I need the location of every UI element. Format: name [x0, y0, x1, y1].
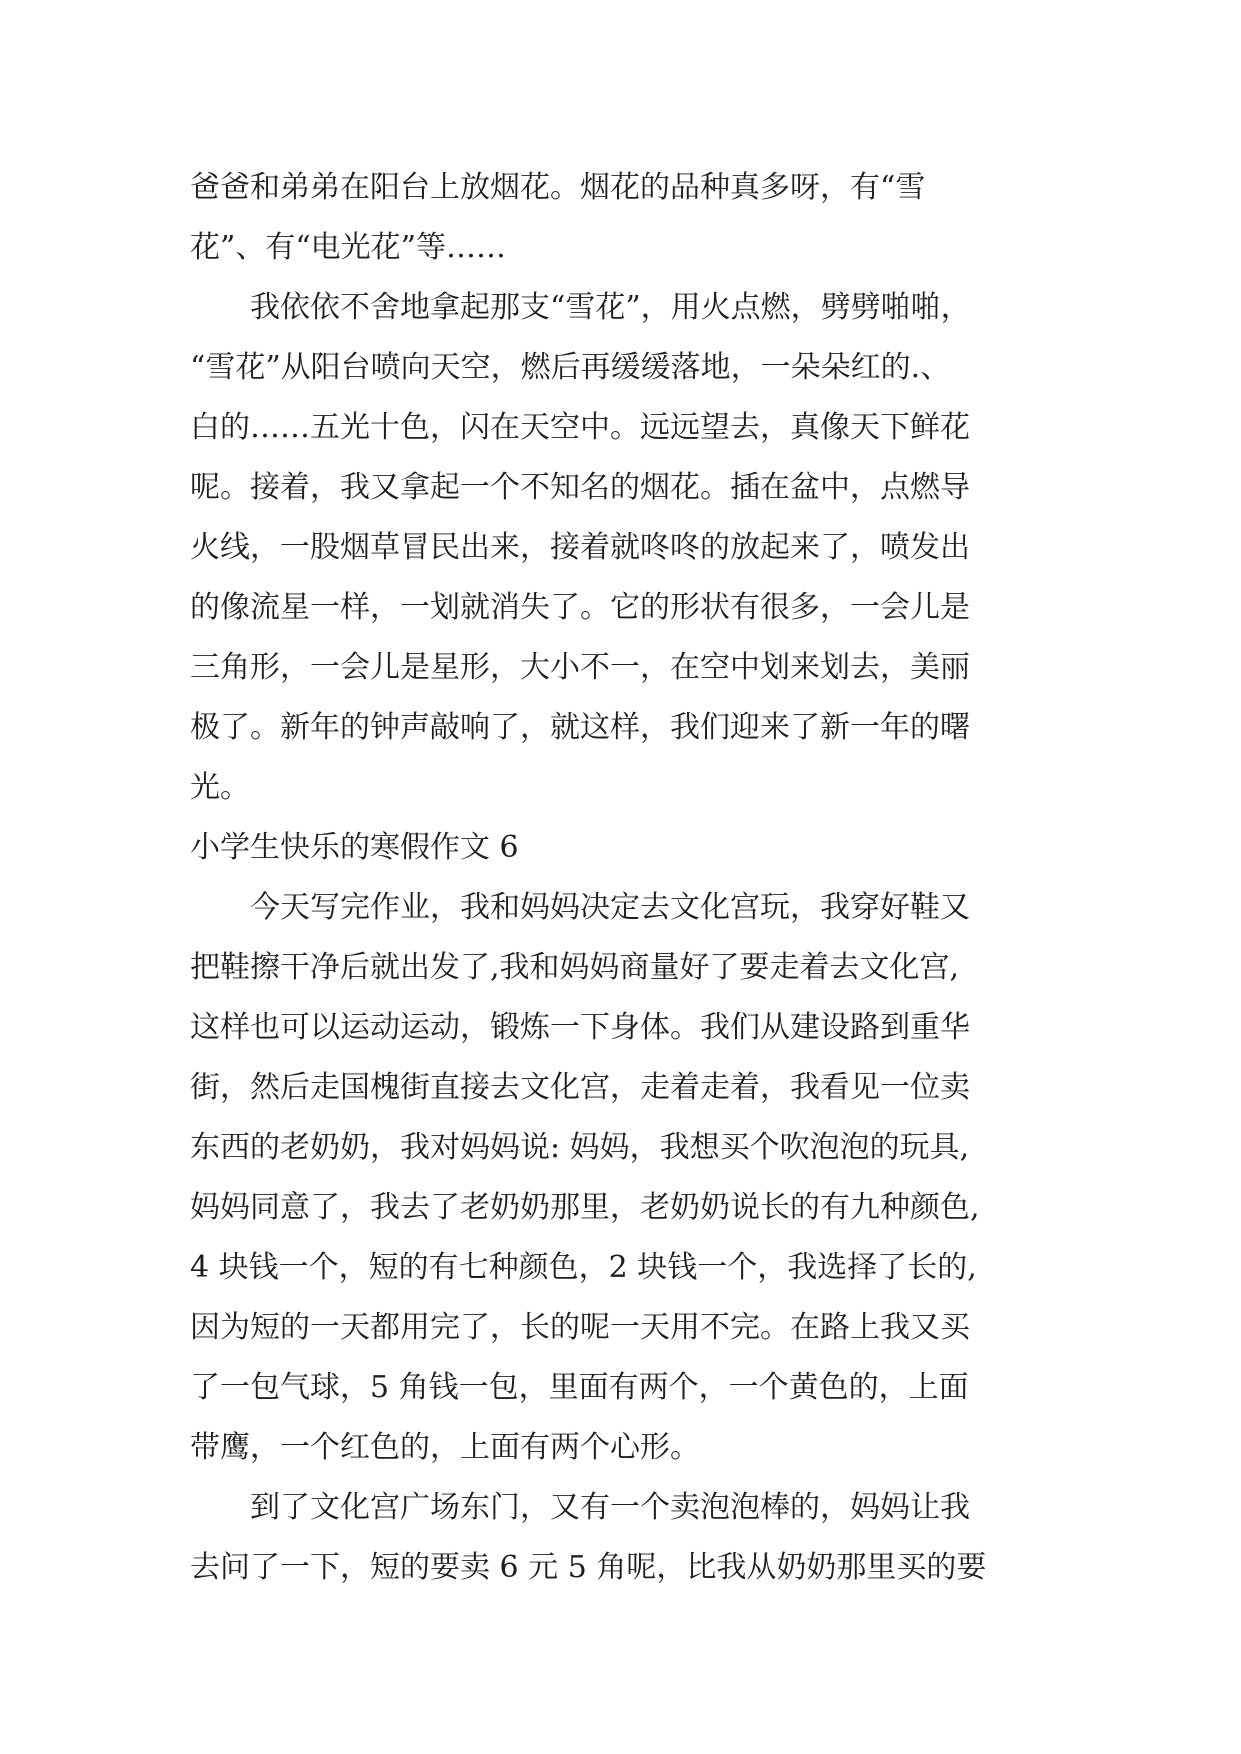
text-line: 了一包气球，5 角钱一包，里面有两个，一个黄色的，上面	[190, 1370, 969, 1405]
text-line: 花”、有“电光花”等……	[190, 230, 507, 265]
text-line: 我依依不舍地拿起那支“雪花”，用火点燃，劈劈啪啪，	[190, 290, 971, 325]
text-line: 火线，一股烟草冒民出来，接着就咚咚的放起来了，喷发出	[190, 530, 970, 565]
text-line: “雪花”从阳台喷向天空，燃后再缓缓落地，一朵朵红的.、	[190, 350, 951, 385]
section-heading: 小学生快乐的寒假作文 6	[190, 830, 519, 865]
text-line: 街，然后走国槐街直接去文化宫，走着走着，我看见一位卖	[190, 1070, 970, 1105]
text-line: 4 块钱一个，短的有七种颜色，2 块钱一个，我选择了长的,	[190, 1250, 977, 1285]
text-line: 白的……五光十色，闪在天空中。远远望去，真像天下鲜花	[190, 410, 970, 445]
text-line: 去问了一下，短的要卖 6 元 5 角呢，比我从奶奶那里买的要	[190, 1550, 987, 1585]
text-line: 因为短的一天都用完了，长的呢一天用不完。在路上我又买	[190, 1310, 970, 1345]
document-body	[190, 158, 1090, 1598]
text-line: 呢。接着，我又拿起一个不知名的烟花。插在盆中，点燃导	[190, 470, 970, 505]
text-line: 带鹰，一个红色的，上面有两个心形。	[190, 1430, 700, 1465]
text-line: 极了。新年的钟声敲响了，就这样，我们迎来了新一年的曙	[190, 710, 970, 745]
text-line: 今天写完作业，我和妈妈决定去文化宫玩，我穿好鞋又	[190, 890, 970, 925]
text-line: 到了文化宫广场东门，又有一个卖泡泡棒的，妈妈让我	[190, 1490, 970, 1525]
text-line: 东西的老奶奶，我对妈妈说: 妈妈，我想买个吹泡泡的玩具,	[190, 1130, 970, 1165]
text-line: 这样也可以运动运动，锻炼一下身体。我们从建设路到重华	[190, 1010, 970, 1045]
text-line: 三角形，一会儿是星形，大小不一，在空中划来划去，美丽	[190, 650, 970, 685]
text-line: 爸爸和弟弟在阳台上放烟花。烟花的品种真多呀，有“雪	[190, 170, 926, 205]
text-line: 把鞋擦干净后就出发了,我和妈妈商量好了要走着去文化宫,	[190, 950, 960, 985]
text-line: 光。	[190, 770, 250, 805]
text-line: 的像流星一样，一划就消失了。它的形状有很多，一会儿是	[190, 590, 970, 625]
text-line: 妈妈同意了，我去了老奶奶那里，老奶奶说长的有九种颜色,	[190, 1190, 980, 1225]
